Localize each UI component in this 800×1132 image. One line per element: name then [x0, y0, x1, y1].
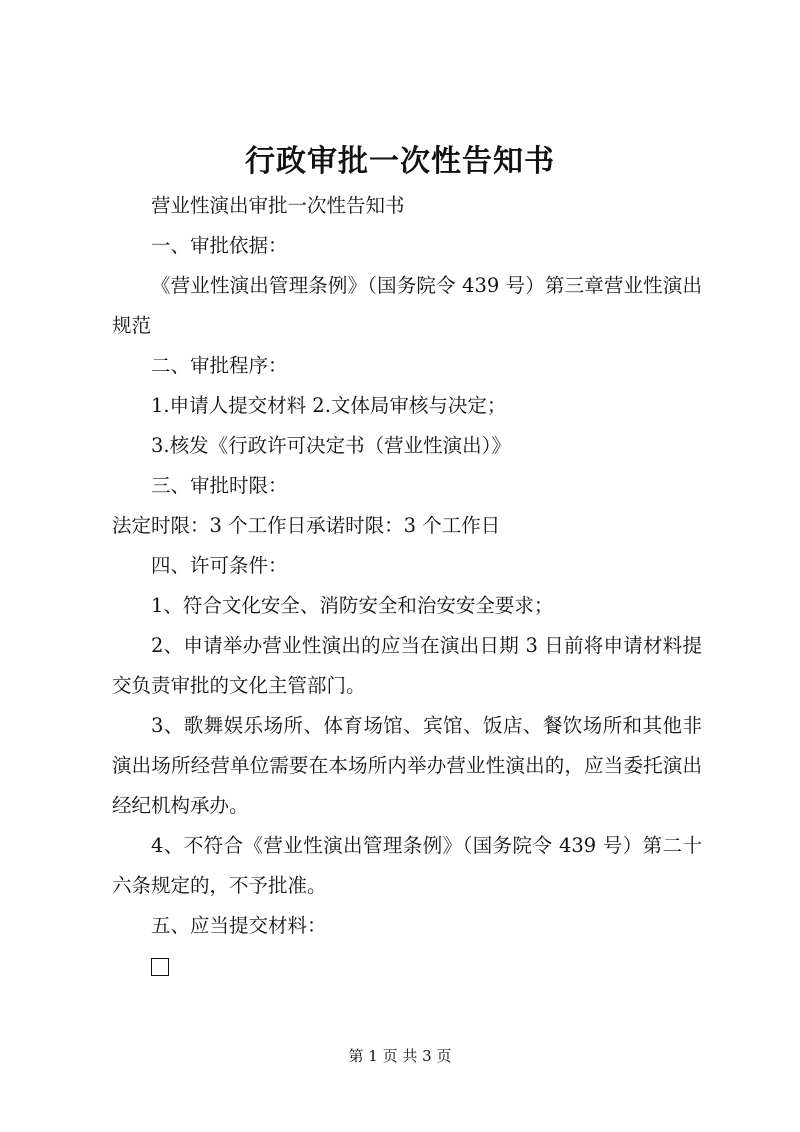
- section-heading-materials: 五、应当提交材料：: [151, 914, 327, 937]
- paragraph-condition-4: 4、不符合《营业性演出管理条例》（国务院令 439 号）第二十六条规定的，不予批准。: [112, 834, 702, 897]
- section-heading-procedure: 二、审批程序：: [151, 354, 288, 377]
- paragraph-procedure-1: 1.申请人提交材料 2.文体局审核与决定；: [151, 394, 507, 417]
- paragraph-condition-3: 3、歌舞娱乐场所、体育场馆、宾馆、饭店、餐饮场所和其他非演出场所经营单位需要在本场所内举办营业性演出的，应当委托演出经纪机构承办。: [112, 714, 702, 817]
- section-heading-basis: 一、审批依据：: [151, 234, 288, 257]
- paragraph-time-limit: 法定时限：3 个工作日承诺时限：3 个工作日: [112, 514, 501, 537]
- paragraph-subtitle: 营业性演出审批一次性告知书: [151, 194, 405, 217]
- section-heading-conditions: 四、许可条件：: [151, 554, 288, 577]
- document-title: 行政审批一次性告知书: [245, 144, 555, 179]
- paragraph-condition-1: 1、符合文化安全、消防安全和治安安全要求；: [151, 594, 554, 617]
- checkbox-line: [112, 948, 702, 988]
- checkbox-icon: [151, 958, 169, 976]
- paragraph-procedure-2: 3.核发《行政许可决定书（营业性演出）》: [151, 434, 511, 457]
- document-body: [112, 186, 702, 988]
- section-heading-time-limit: 三、审批时限：: [151, 474, 288, 497]
- paragraph-basis: 《营业性演出管理条例》（国务院令 439 号）第三章营业性演出规范: [112, 274, 702, 337]
- page-footer: 第 1 页 共 3 页: [348, 1047, 452, 1065]
- paragraph-condition-2: 2、申请举办营业性演出的应当在演出日期 3 日前将申请材料提交负责审批的文化主管部门。: [112, 634, 702, 697]
